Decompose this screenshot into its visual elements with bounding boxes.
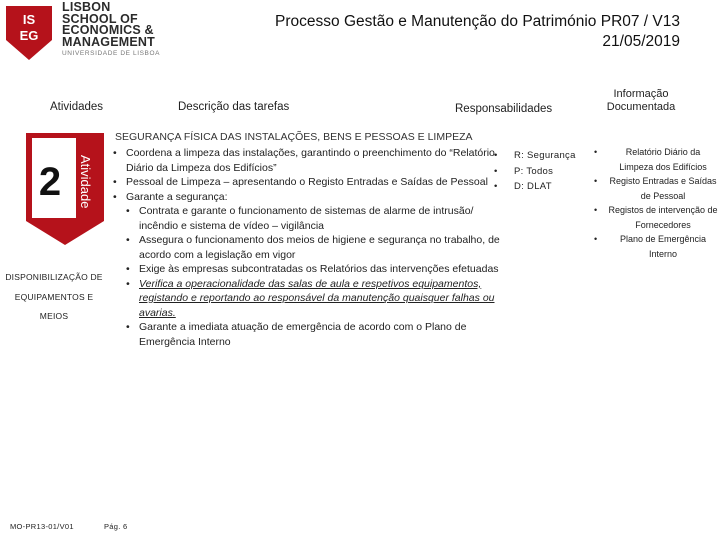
title-line: Processo Gestão e Manutenção do Património PR07 / V13: [275, 13, 680, 30]
school-name-logo: LISBON SCHOOL OF ECONOMICS & MANAGEMENT: [62, 0, 155, 49]
svg-text:EG: EG: [19, 28, 39, 43]
page-number: Pág. 6: [104, 522, 128, 531]
task-item-label: Garante a segurança:: [126, 190, 228, 203]
activity-description: DISPONIBILIZAÇÃO DE EQUIPAMENTOS E MEIOS: [5, 272, 103, 321]
iseg-shield-logo: [4, 4, 54, 62]
documentation-item: • Relatório Diário da Limpeza dos Edifícios: [594, 145, 718, 174]
task-subitem: • Verifica a operacionalidade das salas de aula e respetivos equipamentos, registando e reportando ao responsável da manutenção quaisquer falhas ou avarias.: [126, 277, 505, 321]
task-subitem: • Exige às empresas subcontratadas os Relatórios das intervenções efetuadas: [126, 262, 505, 277]
svg-text:IS: IS: [22, 12, 36, 27]
activity-badge: [26, 133, 104, 245]
responsibility-item: • R: Segurança: [494, 148, 576, 164]
task-subitem: • Garante a imediata atuação de emergência de acordo com o Plano de Emergência Interno: [126, 320, 505, 349]
documentation-item: • Registo Entradas e Saídas de Pessoal: [594, 174, 718, 203]
task-subitem: • Assegura o funcionamento dos meios de higiene e segurança no trabalho, de acordo com a legislação em vigor: [126, 233, 505, 262]
documentation-list: [594, 145, 718, 261]
column-header-informacao: Informação Documentada: [606, 88, 676, 113]
document-code: MO-PR13-01/V01: [10, 522, 74, 531]
documentation-item: • Plano de Emergência Interno: [594, 232, 718, 261]
activity-label: Atividade: [78, 155, 93, 209]
task-list: [113, 146, 505, 349]
responsibility-item: • P: Todos: [494, 164, 576, 180]
task-item: [113, 190, 505, 350]
responsibilities-list: [494, 148, 576, 195]
task-subitem: • Contrata e garante o funcionamento de sistemas de alarme de intrusão/ incêndio e sistema de vídeo – vigilância: [126, 204, 505, 233]
activity-number: 2: [38, 160, 62, 204]
title-date: 21/05/2019: [602, 33, 680, 50]
responsibility-item: • D: DLAT: [494, 179, 576, 195]
column-header-descricao: Descrição das tarefas: [178, 101, 290, 113]
column-header-atividades: Atividades: [50, 101, 104, 113]
task-sublist: [126, 204, 505, 349]
documentation-item: • Registos de intervenção de Fornecedores: [594, 203, 718, 232]
university-subtitle: UNIVERSIDADE DE LISBOA: [62, 50, 161, 57]
document-title: [200, 12, 680, 52]
tasks-section-title: SEGURANÇA FÍSICA DAS INSTALAÇÕES, BENS E PESSOAS E LIMPEZA: [115, 131, 473, 143]
task-item: • Pessoal de Limpeza – apresentando o Registo Entradas e Saídas de Pessoal: [113, 175, 505, 190]
task-item: • Coordena a limpeza das instalações, garantindo o preenchimento do “Relatório Diário da Limpeza dos Edifícios”: [113, 146, 505, 175]
column-header-responsabilidades: Responsabilidades: [455, 103, 553, 115]
